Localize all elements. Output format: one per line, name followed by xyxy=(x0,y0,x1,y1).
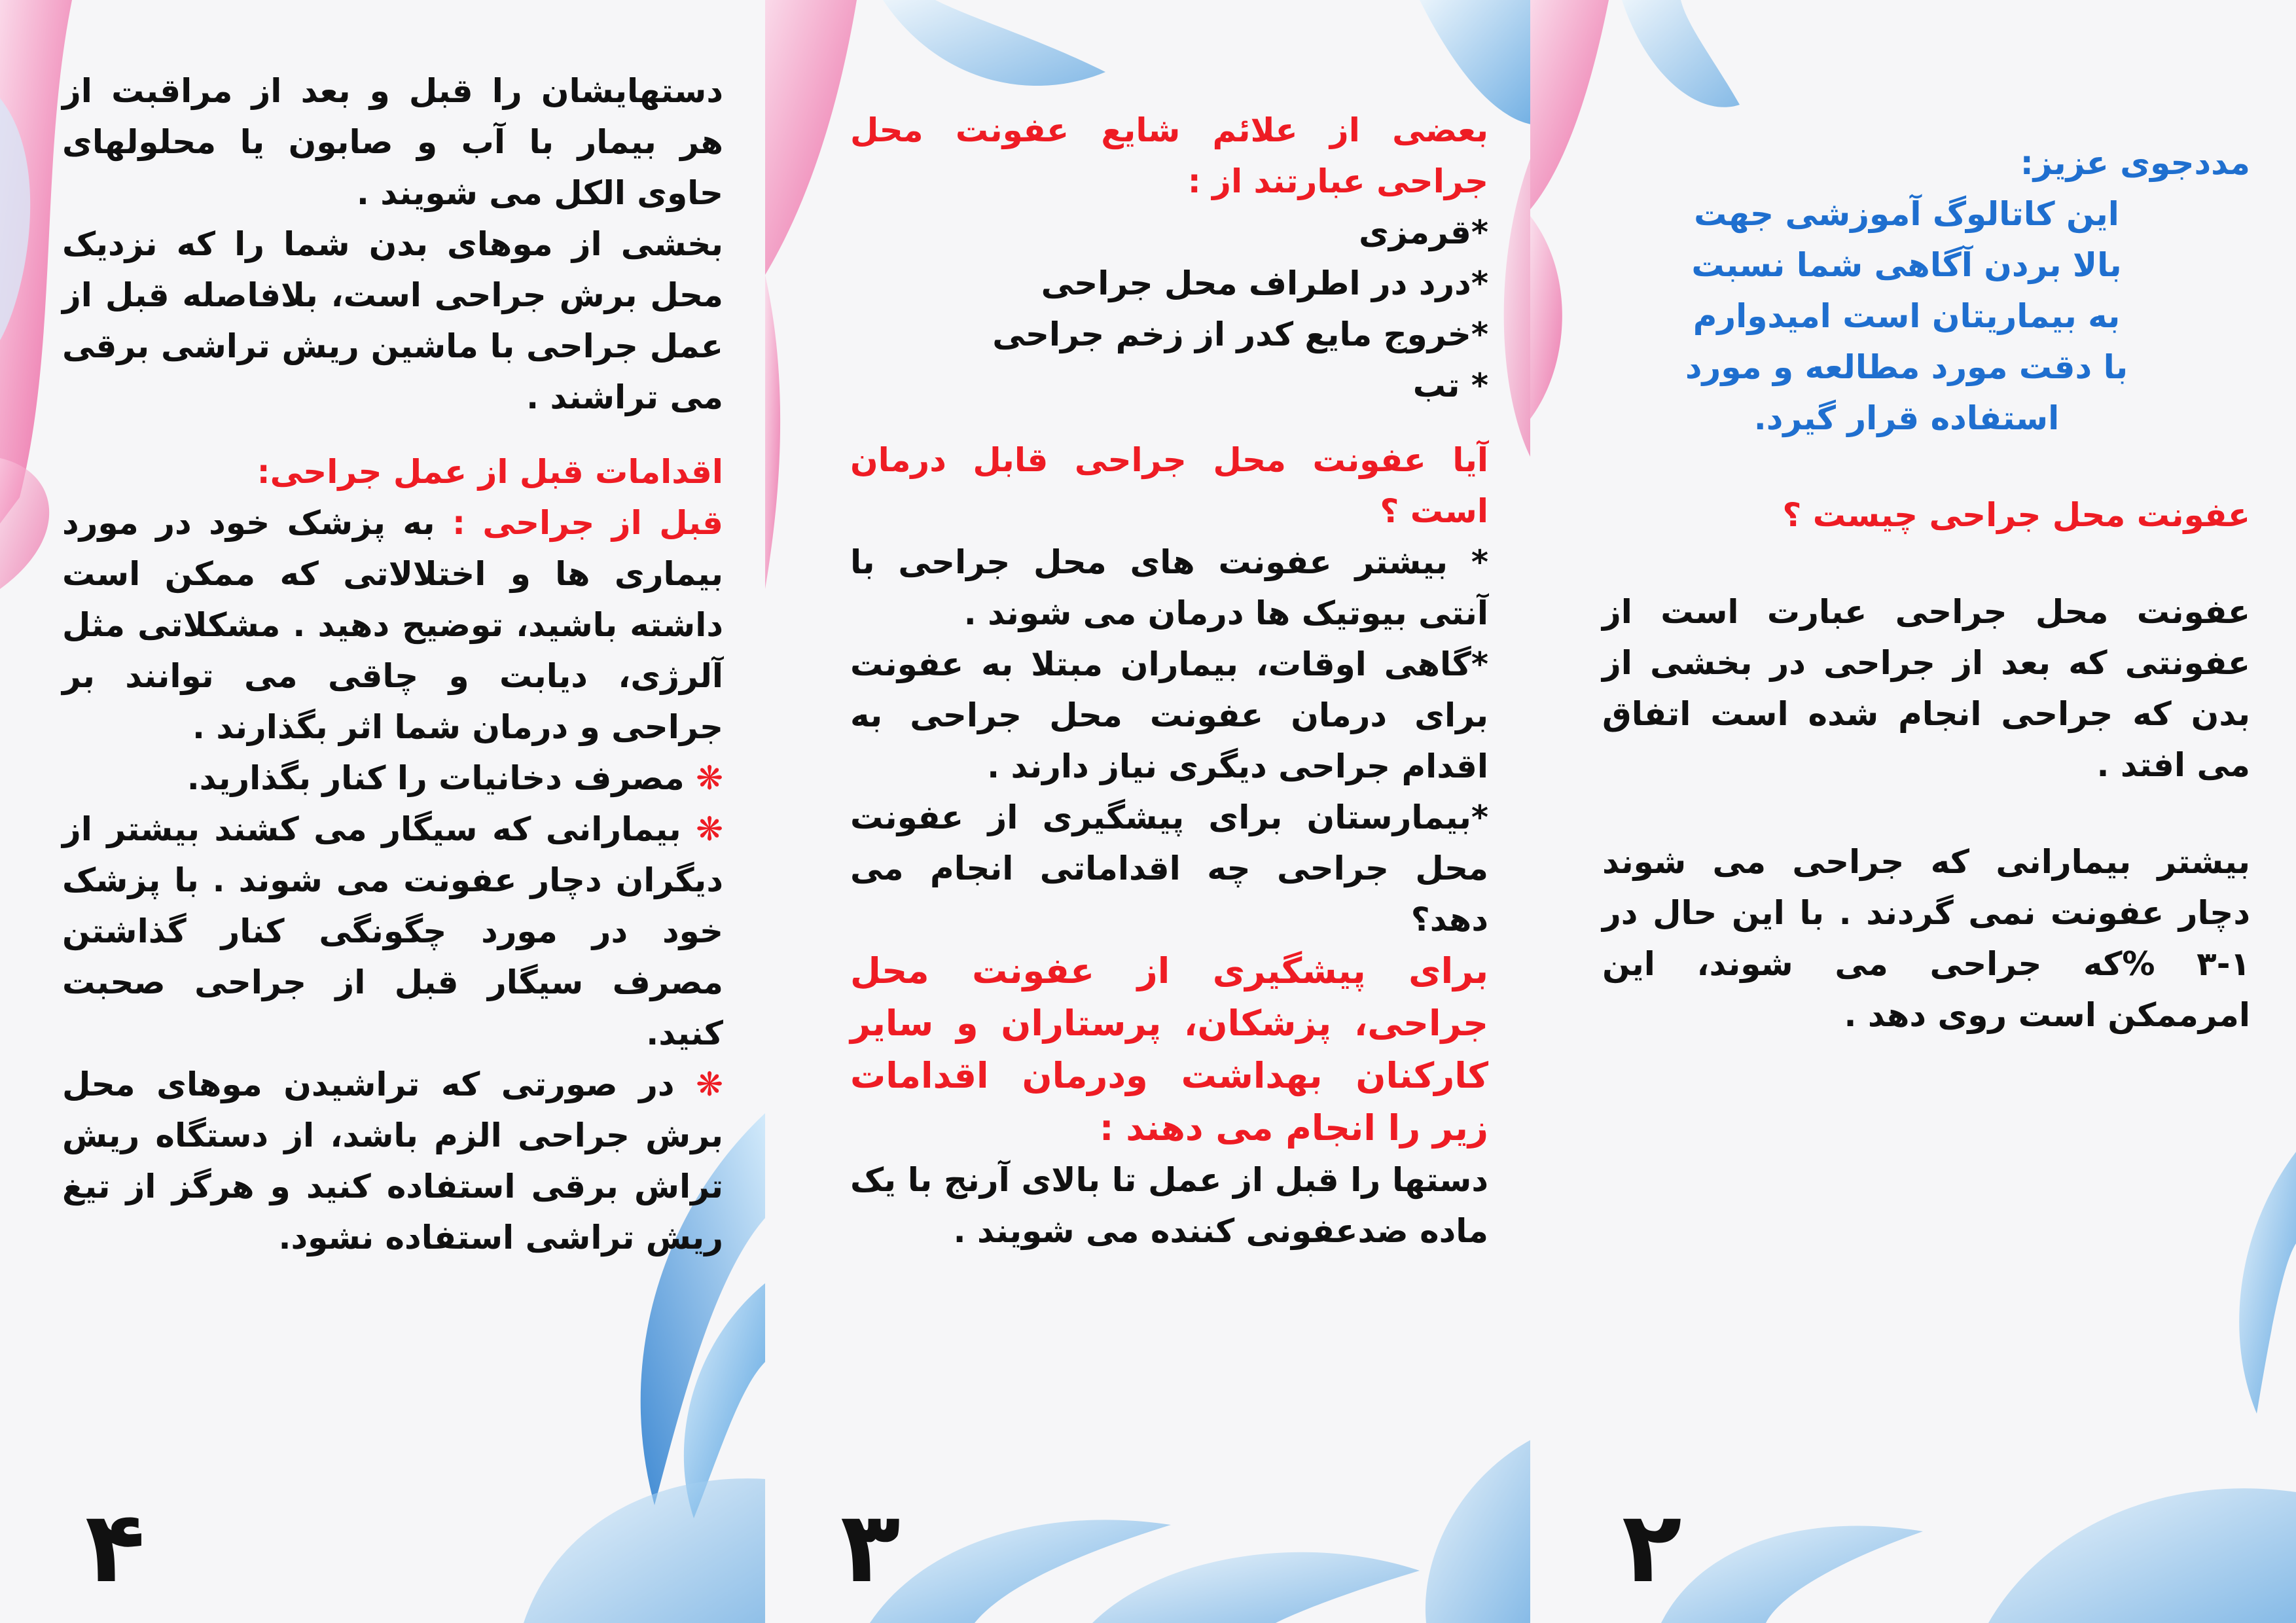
symptom-item: * تب xyxy=(1412,366,1488,404)
asterisk-icon: ❋ xyxy=(696,759,723,797)
section-heading: اقدامات قبل از عمل جراحی: xyxy=(257,453,723,491)
treatment-paragraph: * بیشتر عفونت های محل جراحی با آنتی بیوتیک ها درمان می شوند . xyxy=(850,543,1488,632)
symptom-item: *درد در اطراف محل جراحی xyxy=(1041,264,1488,302)
definition-paragraph: عفونت محل جراحی عبارت است از عفونتی که بعد از جراحی در بخشی از بدن که جراحی انجام شده است اتفاق می افتد . xyxy=(1602,593,2250,784)
symptoms-heading: بعضی از علائم شایع عفونت محل جراحی عبارتند از : xyxy=(850,111,1488,200)
panel-page-3 xyxy=(765,0,1531,1623)
treatment-paragraph: *گاهی اوقات، بیماران مبتلا به عفونت برای درمان عفونت محل جراحی به اقدام جراحی دیگری نیاز دارند . xyxy=(850,645,1488,785)
page-number: ۴ xyxy=(85,1491,145,1605)
prevention-paragraph: دستها را قبل از عمل تا بالای آرنج با یک ماده ضدعفونی کننده می شویند . xyxy=(850,1161,1488,1250)
hospital-question: *بیمارستان برای پیشگیری از عفونت محل جراحی چه اقداماتی انجام می دهد؟ xyxy=(850,798,1488,938)
symptom-item: *خروج مایع کدر از زخم جراحی xyxy=(992,315,1488,353)
greeting: مددجوی عزیز: xyxy=(2020,144,2250,182)
handwash-paragraph: دستهایشان را قبل و بعد از مراقبت از هر بیمار با آب و صابون یا محلولهای حاوی الکل می شویند . xyxy=(62,72,723,212)
intro-paragraph: این کاتالوگ آموزشی جهت بالا بردن آگاهی شما نسبت به بیماریتان است امیدوارم با دقت مورد مطالعه و مورد استفاده قرار گیرد. xyxy=(1685,195,2128,437)
before-surgery-text: به پزشک خود در مورد بیماری ها و اختلالاتی که ممکن است داشته باشید، توضیح دهید . مشکلاتی مثل آلرژی، دیابت و چاقی می توانند بر جراحی و درمان شما اثر بگذارند . xyxy=(62,504,723,746)
before-surgery-paragraph xyxy=(62,497,723,753)
page-number: ۲ xyxy=(1622,1491,1682,1605)
symptom-item: *قرمزی xyxy=(1359,213,1488,251)
shaving-paragraph: بخشی از موهای بدن شما را که نزدیک محل برش جراحی است، بلافاصله قبل از عمل جراحی با ماشین ریش تراشی برقی می تراشند . xyxy=(62,225,723,416)
page-number: ۳ xyxy=(840,1491,901,1605)
bullet-item: ❋ در صورتی که تراشیدن موهای محل برش جراحی الزم باشد، از دستگاه ریش تراش برقی استفاده کنید و هرگز از تیغ ریش تراشی استفاده نشود. xyxy=(62,1065,723,1257)
panel-page-2 xyxy=(1530,0,2296,1623)
treatment-heading: آیا عفونت محل جراحی قابل درمان است ؟ xyxy=(850,441,1488,530)
statistics-paragraph: بیشتر بیمارانی که جراحی می شوند دچار عفونت نمی گردند . با این حال در ۱-۳ %که جراحی می شوند، این امرممکن است روی دهد . xyxy=(1602,843,2250,1034)
before-surgery-label: قبل از جراحی : xyxy=(452,504,723,542)
panel-page-4 xyxy=(0,0,766,1623)
bullet-item: ❋ مصرف دخانیات را کنار بگذارید. xyxy=(187,759,723,797)
bullet-item: ❋ بیمارانی که سیگار می کشند بیشتر از دیگران دچار عفونت می شوند . با پزشک خود در مورد چگونگی کنار گذاشتن مصرف سیگار قبل از جراحی صحبت کنید. xyxy=(62,810,723,1052)
question-heading: عفونت محل جراحی چیست ؟ xyxy=(1782,496,2250,534)
prevention-heading: برای پیشگیری از عفونت محل جراحی، پزشکان، پرستاران و سایر کارکنان بهداشت ودرمان اقدامات زیر را انجام می دهند : xyxy=(850,950,1488,1149)
asterisk-icon: ❋ xyxy=(696,1065,723,1103)
asterisk-icon: ❋ xyxy=(696,810,723,848)
